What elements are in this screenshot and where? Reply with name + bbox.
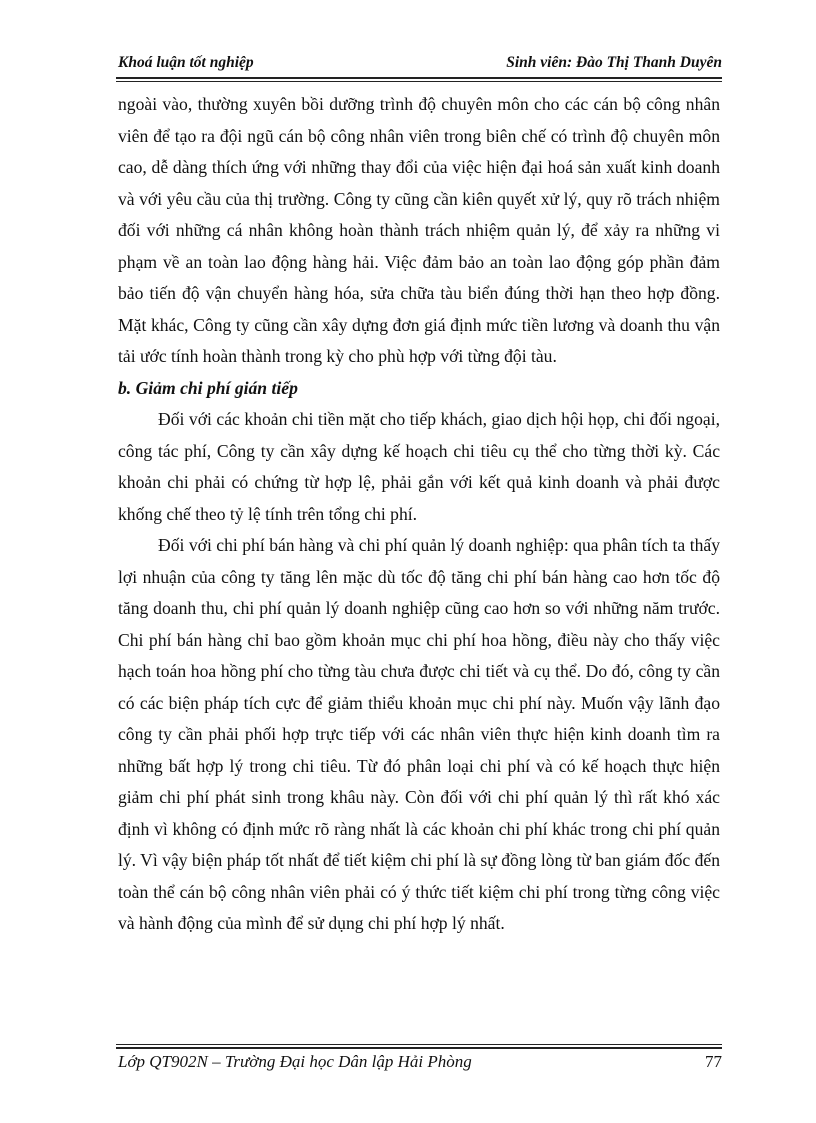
page-footer bbox=[118, 1052, 722, 1076]
header-student-name: Sinh viên: Đào Thị Thanh Duyên bbox=[506, 54, 722, 71]
footer-rule-thin bbox=[116, 1044, 722, 1045]
footer-class-school: Lớp QT902N – Trường Đại học Dân lập Hải Phòng bbox=[118, 1052, 472, 1071]
paragraph-selling-admin-costs: Đối với chi phí bán hàng và chi phí quản lý doanh nghiệp: qua phân tích ta thấy lợi nhuận của công ty tăng lên mặc dù tốc độ tăng chi phí bán hàng cao hơn tốc độ tăng doanh thu, chi phí quản lý doanh nghiệp cũng cao hơn so với những năm trước. Chi phí bán hàng chỉ bao gồm khoản mục chi phí hoa hồng, điều này cho thấy việc hạch toán hoa hồng phí cho từng tàu chưa được chi tiết và cụ thể. Do đó, công ty cần có các biện pháp tích cực để giảm thiểu khoản mục chi phí này. Muốn vậy lãnh đạo công ty cần phải phối hợp trực tiếp với các nhân viên thực hiện kinh doanh tìm ra những bất hợp lý trong chi tiêu. Từ đó phân loại chi phí và có kế hoạch thực hiện giảm chi phí phát sinh trong khâu này. Còn đối với chi phí quản lý thì rất khó xác định vì không có định mức rõ ràng nhất là các khoản chi phí khác trong chi phí quản lý. Vì vậy biện pháp tốt nhất để tiết kiệm chi phí là sự đồng lòng từ ban giám đốc đến toàn thể cán bộ công nhân viên phải có ý thức tiết kiệm chi phí trong từng công việc và hành động của mình để sử dụng chi phí hợp lý nhất. bbox=[118, 535, 720, 933]
header-thesis-title: Khoá luận tốt nghiệp bbox=[118, 54, 254, 71]
paragraph-continuation: ngoài vào, thường xuyên bồi dưỡng trình độ chuyên môn cho các cán bộ công nhân viên để tạo ra đội ngũ cán bộ công nhân viên trong biên chế có trình độ chuyên môn cao, dễ dàng thích ứng với những thay đổi của việc hiện đại hoá sản xuất kinh doanh và với yêu cầu của thị trường. Công ty cũng cần kiên quyết xử lý, quy rõ trách nhiệm đối với những cá nhân không hoàn thành trách nhiệm quản lý, để xảy ra những vi phạm về an toàn lao động hàng hải. Việc đảm bảo an toàn lao động góp phần đảm bảo tiến độ vận chuyển hàng hóa, sửa chữa tàu biển đúng thời hạn theo hợp đồng. Mặt khác, Công ty cũng cần xây dựng đơn giá định mức tiền lương và doanh thu vận tải ước tính hoàn thành trong kỳ cho phù hợp với từng đội tàu. bbox=[118, 94, 720, 366]
section-subheading: b. Giảm chi phí gián tiếp bbox=[118, 377, 298, 398]
header-rule-thin bbox=[116, 81, 722, 82]
paragraph-cash-expenses: Đối với các khoản chi tiền mặt cho tiếp khách, giao dịch hội họp, chi đối ngoại, công tác phí, Công ty cần xây dựng kế hoạch chi tiêu cụ thể cho từng thời kỳ. Các khoản chi phải có chứng từ hợp lệ, phải gắn với kết quả kinh doanh và phải được khống chế theo tỷ lệ tính trên tổng chi phí. bbox=[118, 409, 720, 524]
page-body bbox=[118, 89, 720, 940]
page-header bbox=[118, 52, 722, 74]
page-number: 77 bbox=[705, 1052, 722, 1071]
footer-rule-thick bbox=[116, 1047, 722, 1049]
header-rule-thick bbox=[116, 77, 722, 79]
